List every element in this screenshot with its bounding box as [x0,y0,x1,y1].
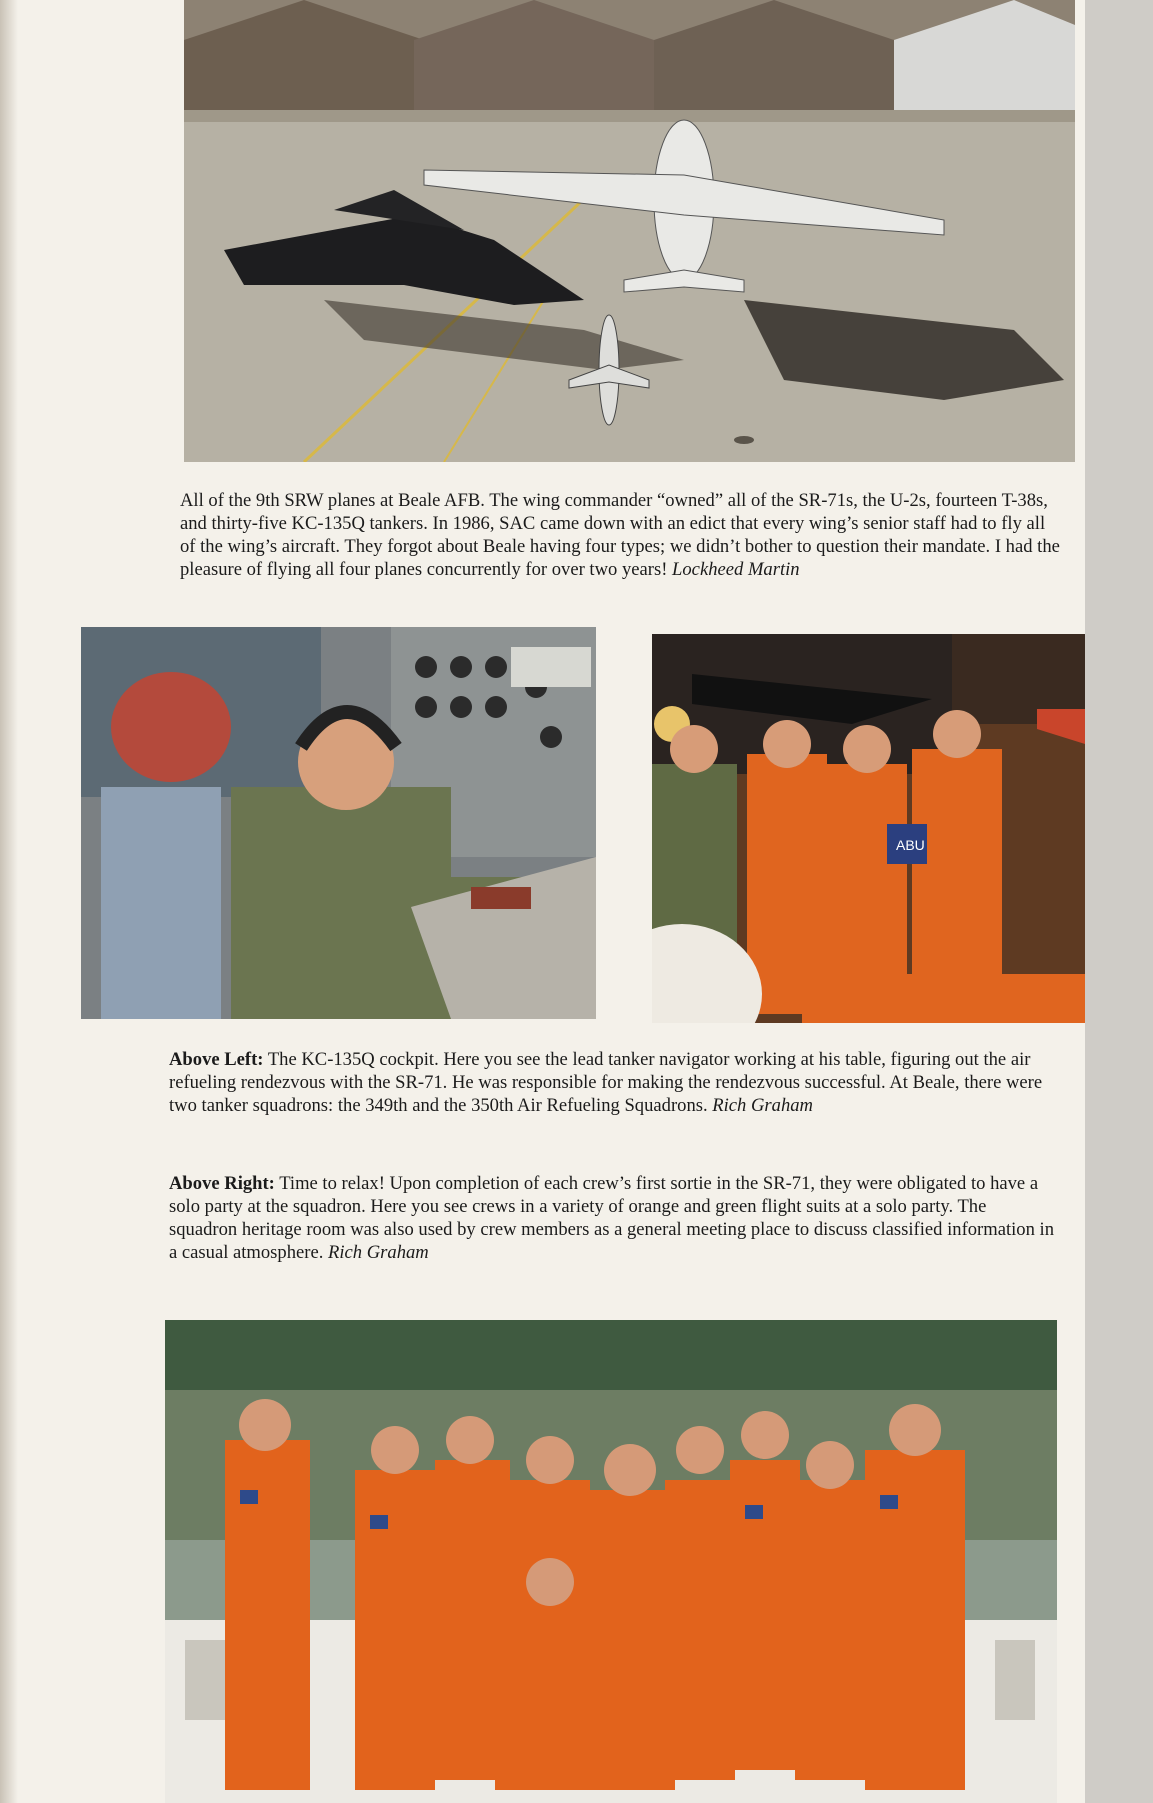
cockpit-illustration [81,627,596,1019]
solo-party-illustration [652,634,1085,1023]
crew-group-illustration [165,1320,1057,1803]
caption-top-text: All of the 9th SRW planes at Beale AFB. The wing commander “owned” all of the SR-71s, the U-2s, fourteen T-38s, and thirty-five KC-135Q tankers. In 1986, SAC came down with an edict that every wing’s senior staff had to fly all of the wing’s aircraft. They forgot about Beale having four types; we didn’t bother to question their mandate. I had the pleasure of flying all four planes concurrently for over two years! [180,490,1060,580]
caption-above-right-text: Time to relax! Upon completion of each crew’s first sortie in the SR-71, they were obligated to have a solo party at the squadron. Here you see crews in a variety of orange and green flight suits at a solo party. The squadron heritage room was also used by crew members as a general meeting place to discuss classified information in a casual atmosphere. [169,1173,1055,1263]
photo-crew-group [165,1320,1057,1803]
page-gutter [0,0,18,1803]
caption-above-left [169,1048,1059,1117]
caption-above-left-credit: Rich Graham [712,1095,813,1116]
caption-top [180,489,1062,581]
photo-cockpit-navigator [81,627,596,1019]
caption-above-right [169,1172,1059,1264]
aircraft-ramp-illustration [184,0,1075,462]
caption-above-right-label: Above Right: [169,1173,275,1194]
sign-text: ABU [896,837,925,853]
photo-solo-party [652,634,1085,1023]
caption-above-right-credit: Rich Graham [328,1242,429,1263]
caption-above-left-text: The KC-135Q cockpit. Here you see the lead tanker navigator working at his table, figuring out the air refueling rendezvous with the SR-71. He was responsible for making the rendezvous successful. At Beale, there were two tanker squadrons: the 349th and the 350th Air Refueling Squadrons. [169,1049,1043,1116]
caption-top-credit: Lockheed Martin [672,559,800,580]
photo-aircraft-ramp [184,0,1075,462]
caption-above-left-label: Above Left: [169,1049,264,1070]
